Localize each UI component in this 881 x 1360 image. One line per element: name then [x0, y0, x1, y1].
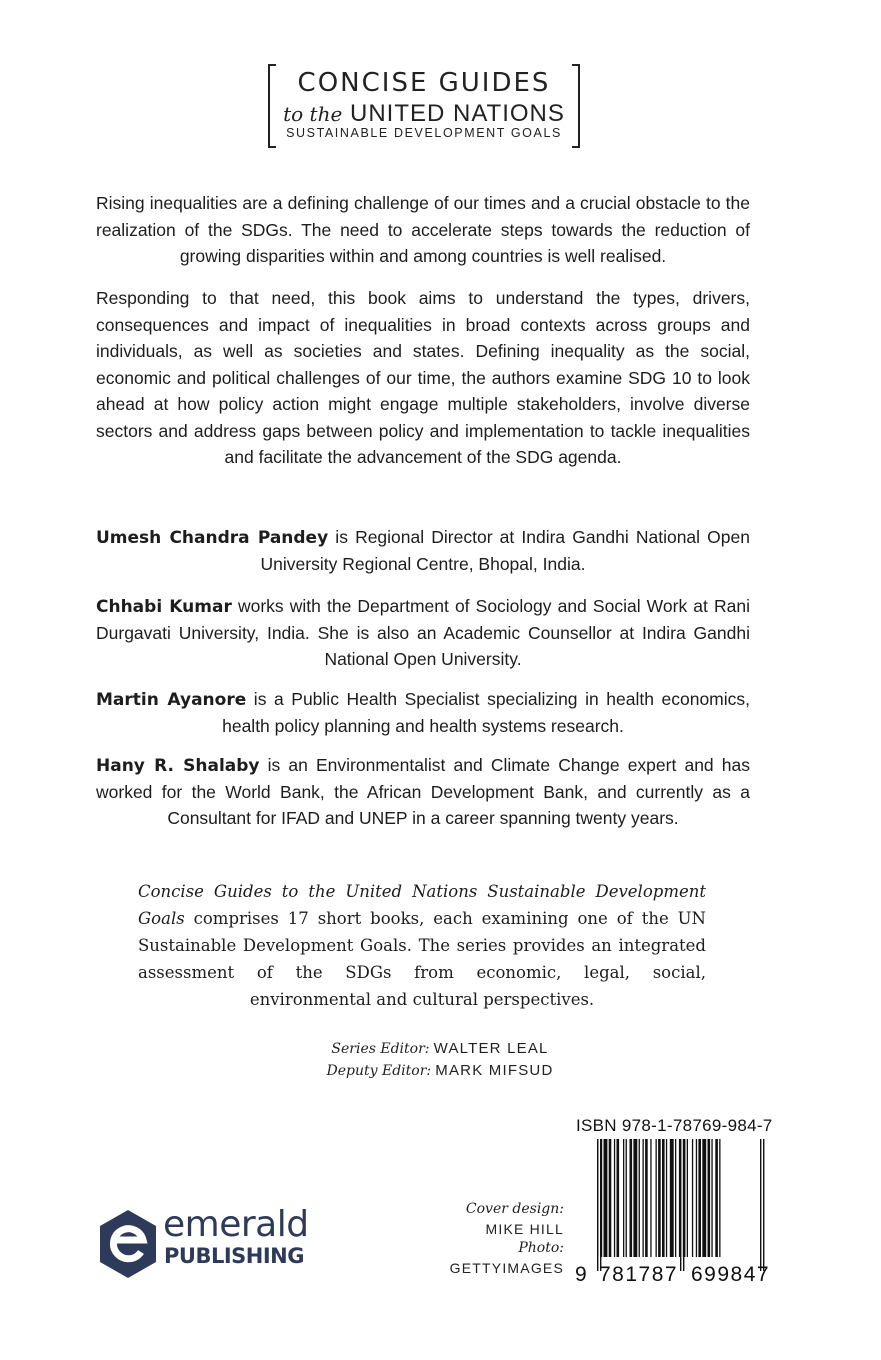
author-name: Chhabi Kumar [96, 597, 232, 617]
series-description [138, 878, 706, 1013]
publisher-logo [97, 1204, 357, 1284]
barcode-bar [645, 1139, 648, 1257]
barcode-bar [698, 1139, 701, 1257]
barcode-bar [662, 1139, 665, 1257]
barcode-bar [715, 1139, 718, 1257]
series-description-title: Concise Guides to the United Nations Sustainable Development Goals [138, 882, 706, 928]
author-name: Martin Ayanore [96, 690, 247, 710]
barcode-bar [658, 1139, 661, 1257]
author-bio-text: is a Public Health Specialist specializing in health economics, health policy planning and health systems research. [222, 689, 751, 736]
barcode-digits-right: 699847 [691, 1263, 771, 1286]
barcode-guard-bar [600, 1139, 601, 1271]
barcode-bars [575, 1139, 785, 1271]
publisher-wordmark: emerald [163, 1204, 309, 1245]
deputy-editor-role: Deputy Editor: [326, 1063, 432, 1079]
author-bio [96, 686, 750, 739]
barcode-bar [666, 1139, 667, 1257]
barcode-bar [675, 1139, 676, 1257]
series-editor-role: Series Editor: [331, 1041, 430, 1057]
emerald-hexagon-logo-icon [97, 1208, 159, 1280]
barcode-bar [630, 1139, 633, 1257]
author-bio [96, 752, 750, 831]
barcode-bar [702, 1139, 706, 1257]
barcode-digits-left: 781787 [599, 1263, 679, 1286]
author-bio [96, 593, 750, 672]
barcode-bar [604, 1139, 608, 1257]
series-description-text: comprises 17 short books, each examining one of the UN Sustainable Development Goals. The series provides an integrated assessment of the SDGs from economic, legal, social, environmental and cultural perspectives. [138, 909, 706, 1009]
barcode-bar [633, 1139, 637, 1257]
deputy-editor [250, 1060, 630, 1082]
author-bio-text: works with the Department of Sociology and Social Work at Rani Durgavati University, India. She is also an Academic Counsellor at Indira Gandhi National Open University. [96, 596, 750, 669]
barcode-guard-bar [760, 1139, 761, 1271]
cover-design-role: Cover design: [465, 1201, 564, 1217]
series-title-line1: CONCISE GUIDES [297, 68, 551, 98]
barcode-bar [687, 1139, 688, 1257]
photo-name: GETTYIMAGES [449, 1259, 564, 1276]
barcode-bar [692, 1139, 693, 1257]
barcode-bar [623, 1139, 624, 1257]
barcode-guard-bar [763, 1139, 764, 1271]
author-bio-text: is Regional Director at Indira Gandhi National Open University Regional Centre, Bhopal, India. [260, 527, 750, 574]
cover-design-name: MIKE HILL [485, 1220, 564, 1237]
barcode-bar [614, 1139, 615, 1257]
series-title-line3: SUSTAINABLE DEVELOPMENT GOALS [286, 126, 562, 140]
barcode-guard-bar [597, 1139, 598, 1271]
barcode-bar [708, 1139, 711, 1257]
author-bio-text: is an Environmentalist and Climate Change expert and has worked for the World Bank, the African Development Bank, and currently as a Consultant for IFAD and UNEP in a career spanning twenty years. [96, 755, 751, 828]
barcode-bar [650, 1139, 651, 1257]
credits-block [420, 1200, 564, 1278]
barcode-bar [670, 1139, 674, 1257]
series-title-italic: to the [283, 102, 343, 126]
barcode [575, 1139, 785, 1289]
series-header [268, 64, 580, 148]
series-title-un: UNITED NATIONS [349, 100, 565, 127]
barcode-bar [609, 1139, 612, 1257]
barcode-bar [626, 1139, 627, 1257]
barcode-bar [643, 1139, 644, 1257]
publisher-subword: PUBLISHING [164, 1244, 304, 1268]
author-bio [96, 524, 750, 577]
series-editor [250, 1038, 630, 1060]
editors-block [250, 1038, 630, 1082]
deputy-editor-name: MARK MIFSUD [435, 1062, 554, 1079]
series-editor-name: WALTER LEAL [433, 1040, 549, 1057]
barcode-guard-bar [680, 1139, 681, 1271]
series-title-line2 [268, 100, 580, 128]
barcode-bar [711, 1139, 712, 1257]
blurb-paragraph-1: Rising inequalities are a defining challenge of our times and a crucial obstacle to the realization of the SDGs. The need to accelerate steps towards the reduction of growing disparities within and among countries is well realised. [96, 193, 750, 266]
barcode-bar [617, 1139, 620, 1257]
author-name: Umesh Chandra Pandey [96, 528, 329, 548]
isbn-label: ISBN 978-1-78769-984-7 [576, 1116, 773, 1135]
barcode-bar [719, 1139, 720, 1257]
barcode-guard-bar [683, 1139, 684, 1271]
barcode-bar [696, 1139, 697, 1257]
photo-role: Photo: [518, 1240, 564, 1256]
author-name: Hany R. Shalaby [96, 756, 260, 776]
barcode-digit-first: 9 [575, 1263, 587, 1286]
barcode-bar [656, 1139, 657, 1257]
barcode-bar [639, 1139, 640, 1257]
blurb-paragraph-2: Responding to that need, this book aims to understand the types, drivers, consequences and impact of inequalities in broad contexts across groups and individuals, as well as societies and states. Defining inequality as the social, economic and political challenges of our time, the authors examine SDG 10 to look ahead at how policy action might engage multiple stakeholders, involve diverse sectors and address gaps between policy and implementation to tackle inequalities and facilitate the advancement of the SDG agenda. [96, 288, 750, 467]
